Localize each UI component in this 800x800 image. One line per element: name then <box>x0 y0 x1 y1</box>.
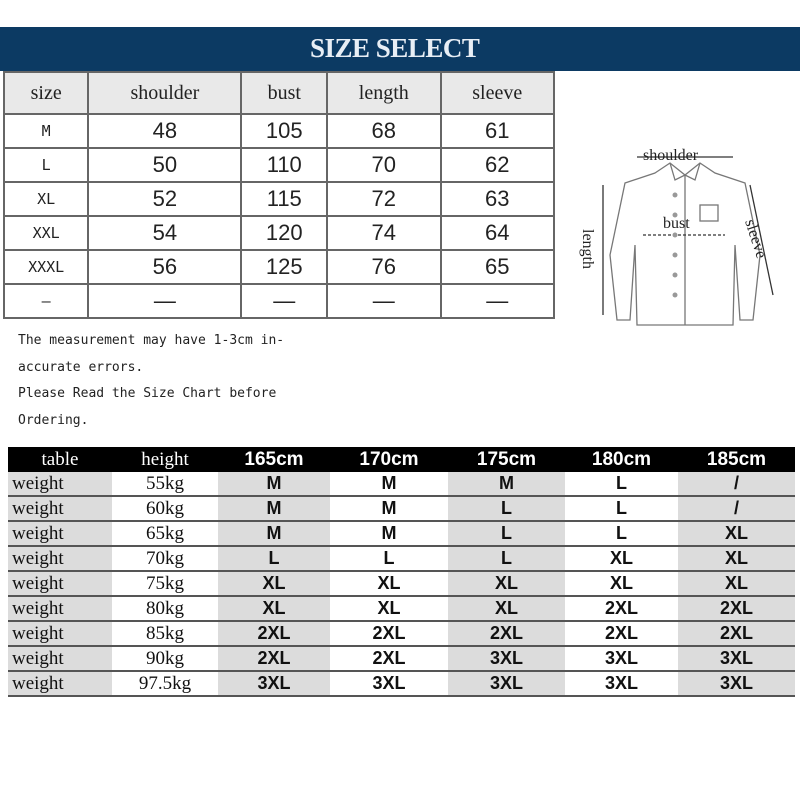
table-cell: 76 <box>327 250 440 284</box>
weight-cell: 55kg <box>112 472 218 496</box>
table-row <box>4 284 554 318</box>
table-cell: 115 <box>241 182 327 216</box>
table-cell: 56 <box>88 250 241 284</box>
size-cell: M <box>330 521 448 546</box>
row-label: weight <box>8 472 112 496</box>
size-cell: L <box>330 546 448 571</box>
table-row <box>8 571 795 596</box>
sleeve-label: sleeve <box>741 217 770 261</box>
table-cell: 65 <box>441 250 554 284</box>
column-header: 185cm <box>678 447 795 472</box>
size-cell: 3XL <box>678 646 795 671</box>
size-cell: M <box>218 521 330 546</box>
column-header: 165cm <box>218 447 330 472</box>
table-cell: 52 <box>88 182 241 216</box>
table-cell: 105 <box>241 114 327 148</box>
size-cell: 3XL <box>330 671 448 696</box>
weight-cell: 75kg <box>112 571 218 596</box>
table-row <box>8 546 795 571</box>
note-line: The measurement may have 1-3cm in- <box>18 333 285 348</box>
table-cell: — <box>88 284 241 318</box>
table-cell: L <box>4 148 88 182</box>
table-row <box>4 250 554 284</box>
table-row <box>8 596 795 621</box>
table-row <box>4 216 554 250</box>
bust-label: bust <box>663 215 690 232</box>
size-cell: XL <box>218 596 330 621</box>
size-cell: L <box>448 546 565 571</box>
table-row <box>8 646 795 671</box>
table-row <box>4 182 554 216</box>
header-row <box>4 72 554 114</box>
column-header: 180cm <box>565 447 678 472</box>
table-cell: XL <box>4 182 88 216</box>
column-header: bust <box>241 72 327 114</box>
shirt-diagram <box>575 135 795 335</box>
size-cell: XL <box>565 546 678 571</box>
table-row <box>8 621 795 646</box>
table-row <box>8 472 795 496</box>
table-cell: 61 <box>441 114 554 148</box>
weight-cell: 80kg <box>112 596 218 621</box>
size-cell: XL <box>448 596 565 621</box>
size-cell: 2XL <box>678 596 795 621</box>
size-cell: 3XL <box>448 671 565 696</box>
table-cell: 72 <box>327 182 440 216</box>
table-row <box>8 496 795 521</box>
weight-cell: 65kg <box>112 521 218 546</box>
size-cell: 2XL <box>218 646 330 671</box>
size-cell: M <box>448 472 565 496</box>
size-cell: 2XL <box>330 621 448 646</box>
row-label: weight <box>8 496 112 521</box>
page-title: SIZE SELECT <box>310 33 480 63</box>
size-cell: L <box>218 546 330 571</box>
note-line: Ordering. <box>18 412 89 428</box>
size-cell: M <box>218 496 330 521</box>
title-banner <box>0 27 800 71</box>
row-label: weight <box>8 546 112 571</box>
table-cell: 54 <box>88 216 241 250</box>
size-cell: 2XL <box>678 621 795 646</box>
measurement-table <box>3 71 555 319</box>
table-cell: — <box>4 284 88 318</box>
size-cell: M <box>218 472 330 496</box>
size-cell: XL <box>678 546 795 571</box>
size-cell: XL <box>565 571 678 596</box>
weight-cell: 85kg <box>112 621 218 646</box>
table-cell: XXXL <box>4 250 88 284</box>
row-label: weight <box>8 521 112 546</box>
table-cell: 62 <box>441 148 554 182</box>
column-header: height <box>112 447 218 472</box>
table-cell: 68 <box>327 114 440 148</box>
size-cell: 3XL <box>565 646 678 671</box>
weight-cell: 70kg <box>112 546 218 571</box>
row-label: weight <box>8 646 112 671</box>
size-cell: 3XL <box>678 671 795 696</box>
size-cell: M <box>330 472 448 496</box>
row-label: weight <box>8 671 112 696</box>
table-row <box>4 148 554 182</box>
size-cell: XL <box>330 596 448 621</box>
size-cell: L <box>448 496 565 521</box>
note-line: accurate errors. <box>18 359 144 375</box>
weight-cell: 60kg <box>112 496 218 521</box>
table-cell: 48 <box>88 114 241 148</box>
row-label: weight <box>8 621 112 646</box>
column-header: table <box>8 447 112 472</box>
size-cell: 3XL <box>218 671 330 696</box>
size-cell: M <box>330 496 448 521</box>
weight-cell: 90kg <box>112 646 218 671</box>
size-cell: L <box>448 521 565 546</box>
size-cell: 2XL <box>448 621 565 646</box>
size-cell: 2XL <box>218 621 330 646</box>
column-header: size <box>4 72 88 114</box>
column-header: shoulder <box>88 72 241 114</box>
column-header: 175cm <box>448 447 565 472</box>
length-label: length <box>579 229 596 269</box>
table-cell: 125 <box>241 250 327 284</box>
fit-table <box>8 447 795 697</box>
size-cell: L <box>565 496 678 521</box>
size-cell: 2XL <box>565 621 678 646</box>
table-cell: 70 <box>327 148 440 182</box>
table-cell: 74 <box>327 216 440 250</box>
table-cell: — <box>241 284 327 318</box>
size-cell: XL <box>218 571 330 596</box>
table-cell: 50 <box>88 148 241 182</box>
size-cell: XL <box>330 571 448 596</box>
header-row <box>8 447 795 472</box>
table-row <box>4 114 554 148</box>
row-label: weight <box>8 571 112 596</box>
table-cell: XXL <box>4 216 88 250</box>
size-cell: XL <box>678 521 795 546</box>
size-cell: L <box>565 521 678 546</box>
note-line: Please Read the Size Chart before <box>18 386 277 401</box>
column-header: sleeve <box>441 72 554 114</box>
column-header: 170cm <box>330 447 448 472</box>
table-cell: M <box>4 114 88 148</box>
table-row <box>8 521 795 546</box>
shoulder-label: shoulder <box>643 147 699 164</box>
size-cell: 2XL <box>565 596 678 621</box>
table-cell: — <box>441 284 554 318</box>
size-cell: / <box>678 496 795 521</box>
size-cell: / <box>678 472 795 496</box>
size-cell: XL <box>448 571 565 596</box>
column-header: length <box>327 72 440 114</box>
size-cell: 3XL <box>448 646 565 671</box>
measurement-note <box>18 328 284 434</box>
size-cell: 3XL <box>565 671 678 696</box>
row-label: weight <box>8 596 112 621</box>
weight-cell: 97.5kg <box>112 671 218 696</box>
size-cell: L <box>565 472 678 496</box>
table-cell: 120 <box>241 216 327 250</box>
table-cell: 63 <box>441 182 554 216</box>
table-row <box>8 671 795 696</box>
size-cell: XL <box>678 571 795 596</box>
table-cell: — <box>327 284 440 318</box>
table-cell: 64 <box>441 216 554 250</box>
table-cell: 110 <box>241 148 327 182</box>
size-cell: 2XL <box>330 646 448 671</box>
